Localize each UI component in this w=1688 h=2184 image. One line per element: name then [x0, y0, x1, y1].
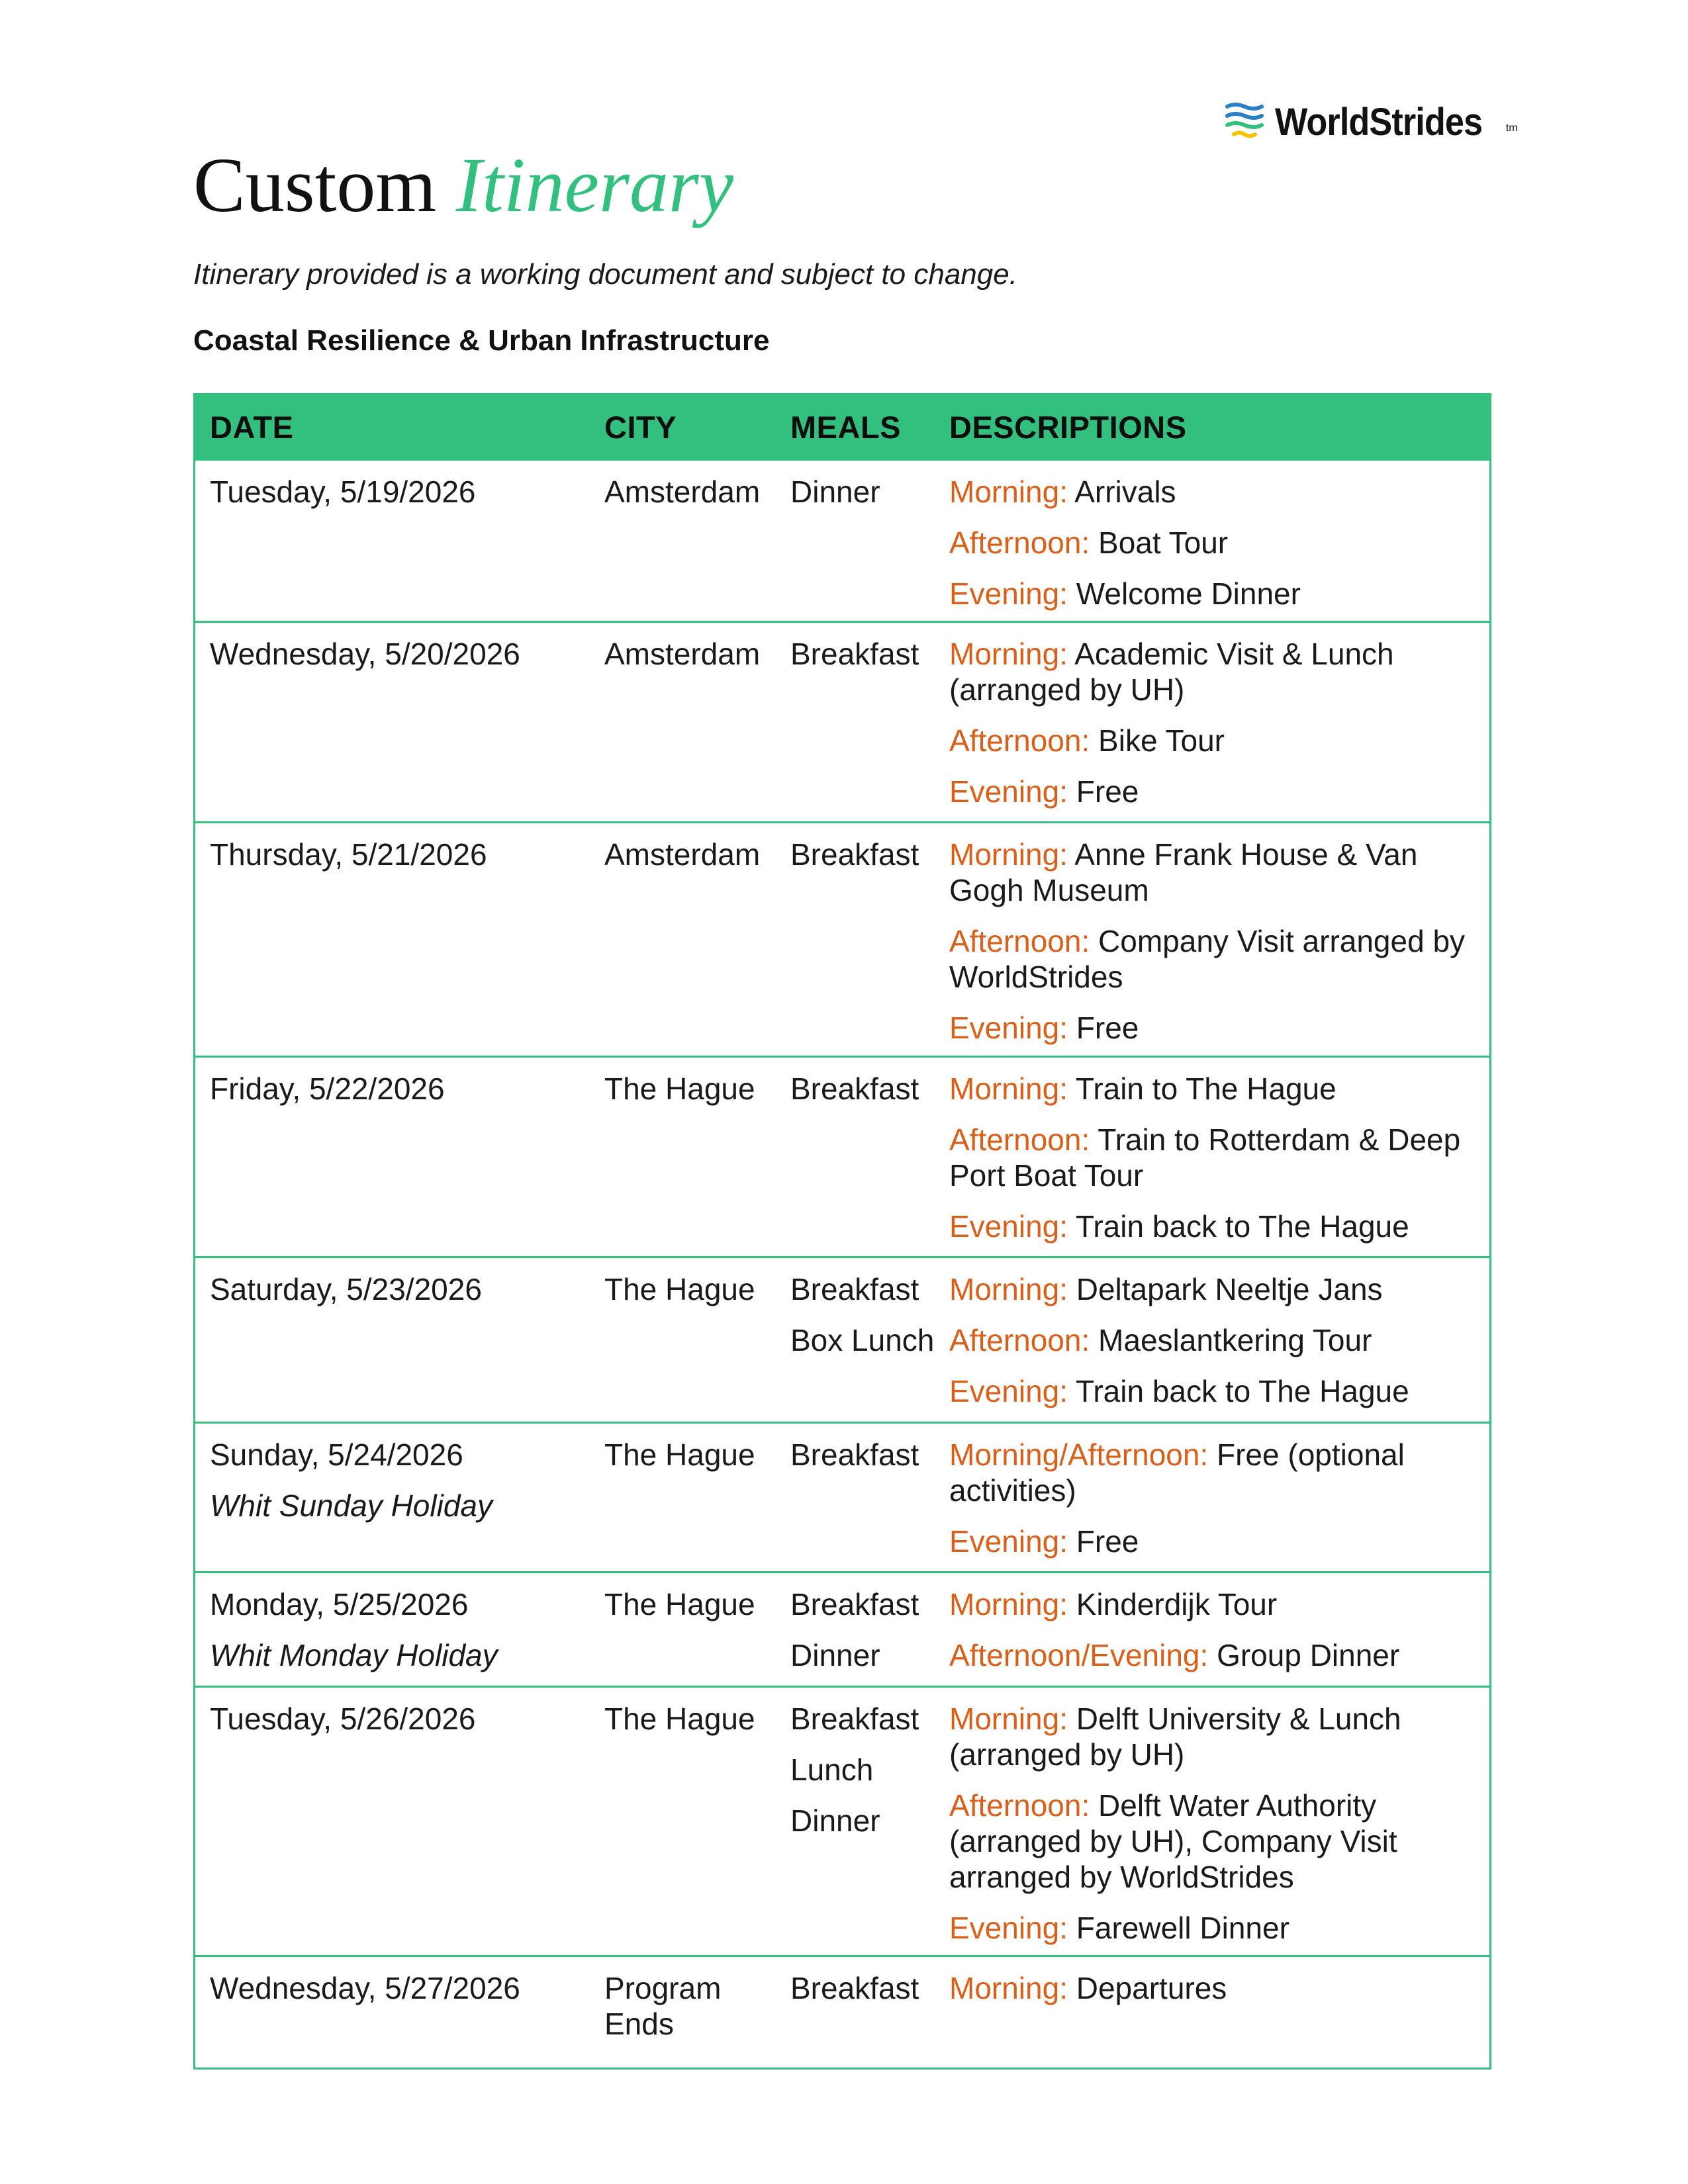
description-text: Delft University & Lunch (arranged by UH)	[949, 1702, 1401, 1772]
meal-item: Breakfast	[790, 637, 919, 671]
description-line	[949, 1701, 1470, 1772]
description-line	[949, 1010, 1470, 1046]
description-text: Free (optional activities)	[949, 1437, 1405, 1508]
meals-cell	[790, 1957, 949, 2068]
description-text: Academic Visit & Lunch (arranged by UH)	[949, 637, 1394, 707]
description-line	[949, 1586, 1470, 1622]
description-text: Train back to The Hague	[1075, 1209, 1409, 1244]
logo-trademark: tm	[1505, 122, 1518, 134]
meal-item: Dinner	[790, 475, 880, 509]
time-of-day-label: Morning:	[949, 1702, 1068, 1736]
holiday-text: Whit Sunday Holiday	[210, 1488, 492, 1523]
city-cell	[604, 1424, 790, 1571]
description-text: Free	[1076, 774, 1139, 809]
holiday-text: Whit Monday Holiday	[210, 1638, 498, 1672]
city-text: The Hague	[604, 1272, 755, 1306]
descriptions-cell	[949, 1424, 1489, 1571]
table-row	[195, 1571, 1489, 1686]
description-text: Boat Tour	[1098, 525, 1229, 560]
header-date: DATE	[210, 409, 294, 445]
date-cell	[195, 1058, 604, 1256]
time-of-day-label: Morning:	[949, 1272, 1068, 1306]
title-main: Custom	[193, 142, 437, 228]
table-row	[195, 1955, 1489, 2068]
description-text: Free	[1076, 1011, 1139, 1045]
date-text: Wednesday, 5/27/2026	[210, 1971, 520, 2005]
date-cell	[195, 1258, 604, 1422]
city-text: Amsterdam	[604, 637, 761, 671]
table-row	[195, 1686, 1489, 1955]
worldstrides-logo	[1225, 98, 1518, 146]
descriptions-cell	[949, 461, 1489, 621]
city-text: Amsterdam	[604, 837, 761, 872]
city-text: The Hague	[604, 1587, 755, 1621]
description-line	[949, 1322, 1470, 1358]
itinerary-table	[193, 393, 1491, 2070]
meals-cell	[790, 823, 949, 1056]
logo-text: WorldStrides	[1275, 100, 1483, 144]
date-cell	[195, 461, 604, 621]
descriptions-cell	[949, 1957, 1489, 2068]
descriptions-cell	[949, 1058, 1489, 1256]
city-cell	[604, 823, 790, 1056]
time-of-day-label: Afternoon:	[949, 1323, 1090, 1357]
time-of-day-label: Afternoon:	[949, 525, 1090, 560]
city-text: The Hague	[604, 1071, 755, 1106]
meal-item: Breakfast	[790, 1702, 919, 1736]
description-line	[949, 837, 1470, 908]
time-of-day-label: Evening:	[949, 1524, 1068, 1559]
description-text: Train to Rotterdam & Deep Port Boat Tour	[949, 1122, 1461, 1193]
description-line	[949, 525, 1470, 561]
city-cell	[604, 1957, 790, 2068]
city-text: The Hague	[604, 1437, 755, 1472]
date-text: Saturday, 5/23/2026	[210, 1272, 482, 1306]
descriptions-cell	[949, 623, 1489, 821]
description-line	[949, 1970, 1470, 2006]
table-row	[195, 621, 1489, 821]
meals-cell	[790, 1424, 949, 1571]
header-meals: MEALS	[790, 409, 901, 445]
worldstrides-logo-mark-icon	[1225, 100, 1264, 144]
time-of-day-label: Morning:	[949, 1071, 1068, 1106]
time-of-day-label: Morning:	[949, 1971, 1068, 2005]
date-text: Tuesday, 5/19/2026	[210, 475, 476, 509]
table-row	[195, 821, 1489, 1056]
time-of-day-label: Morning/Afternoon:	[949, 1437, 1209, 1472]
meals-cell	[790, 461, 949, 621]
descriptions-cell	[949, 1573, 1489, 1686]
description-text: Maeslantkering Tour	[1098, 1323, 1372, 1357]
city-cell	[604, 1258, 790, 1422]
disclaimer: Itinerary provided is a working document and subject to change.	[193, 258, 1017, 291]
city-cell	[604, 1058, 790, 1256]
time-of-day-label: Evening:	[949, 1209, 1068, 1244]
date-cell	[195, 1424, 604, 1571]
description-text: Train to The Hague	[1075, 1071, 1336, 1106]
date-cell	[195, 623, 604, 821]
meal-item: Breakfast	[790, 1587, 919, 1621]
table-body	[195, 459, 1489, 2068]
time-of-day-label: Afternoon:	[949, 1788, 1090, 1823]
city-text: Program Ends	[604, 1971, 722, 2041]
meals-cell	[790, 1258, 949, 1422]
descriptions-cell	[949, 823, 1489, 1056]
description-line	[949, 1910, 1470, 1946]
city-cell	[604, 461, 790, 621]
date-text: Sunday, 5/24/2026	[210, 1437, 463, 1472]
description-line	[949, 576, 1470, 612]
time-of-day-label: Afternoon/Evening:	[949, 1638, 1209, 1672]
meal-item: Breakfast	[790, 1437, 919, 1472]
time-of-day-label: Morning:	[949, 475, 1068, 509]
time-of-day-label: Evening:	[949, 576, 1068, 611]
city-cell	[604, 1573, 790, 1686]
description-line	[949, 1122, 1470, 1193]
meals-cell	[790, 1573, 949, 1686]
date-text: Thursday, 5/21/2026	[210, 837, 487, 872]
date-text: Tuesday, 5/26/2026	[210, 1702, 476, 1736]
time-of-day-label: Morning:	[949, 837, 1068, 872]
table-row	[195, 1256, 1489, 1422]
date-cell	[195, 1573, 604, 1686]
program-title: Coastal Resilience & Urban Infrastructure	[193, 324, 770, 357]
description-text: Deltapark Neeltje Jans	[1076, 1272, 1383, 1306]
time-of-day-label: Evening:	[949, 774, 1068, 809]
meal-item: Breakfast	[790, 1071, 919, 1106]
description-line	[949, 1373, 1470, 1409]
description-text: Group Dinner	[1217, 1638, 1400, 1672]
description-text: Welcome Dinner	[1076, 576, 1301, 611]
description-line	[949, 1271, 1470, 1307]
meal-item: Breakfast	[790, 1272, 919, 1306]
table-header	[195, 395, 1489, 459]
date-cell	[195, 823, 604, 1056]
meal-item: Box Lunch	[790, 1323, 935, 1357]
time-of-day-label: Evening:	[949, 1011, 1068, 1045]
description-text: Bike Tour	[1098, 723, 1225, 758]
descriptions-cell	[949, 1688, 1489, 1955]
description-text: Company Visit arranged by WorldStrides	[949, 924, 1466, 994]
time-of-day-label: Morning:	[949, 1587, 1068, 1621]
description-line	[949, 923, 1470, 995]
description-line	[949, 774, 1470, 809]
header-city: CITY	[604, 409, 677, 445]
description-line	[949, 1524, 1470, 1559]
date-cell	[195, 1688, 604, 1955]
time-of-day-label: Afternoon:	[949, 723, 1090, 758]
description-text: Farewell Dinner	[1076, 1911, 1289, 1945]
page-title	[193, 139, 733, 232]
meal-item: Dinner	[790, 1803, 880, 1838]
city-text: Amsterdam	[604, 475, 761, 509]
table-row	[195, 1056, 1489, 1256]
meal-item: Lunch	[790, 1752, 874, 1787]
description-text: Free	[1076, 1524, 1139, 1559]
meal-item: Breakfast	[790, 837, 919, 872]
time-of-day-label: Afternoon:	[949, 924, 1090, 958]
meals-cell	[790, 1688, 949, 1955]
table-row	[195, 459, 1489, 621]
description-line	[949, 1788, 1470, 1895]
table-row	[195, 1422, 1489, 1571]
city-cell	[604, 623, 790, 821]
header-descriptions: DESCRIPTIONS	[949, 409, 1187, 445]
descriptions-cell	[949, 1258, 1489, 1422]
description-text: Kinderdijk Tour	[1076, 1587, 1278, 1621]
description-text: Departures	[1076, 1971, 1227, 2005]
description-text: Delft Water Authority (arranged by UH), Company Visit arranged by WorldStrides	[949, 1788, 1397, 1894]
description-text: Anne Frank House & Van Gogh Museum	[949, 837, 1418, 907]
date-text: Monday, 5/25/2026	[210, 1587, 469, 1621]
time-of-day-label: Evening:	[949, 1374, 1068, 1408]
description-line	[949, 723, 1470, 758]
meal-item: Dinner	[790, 1638, 880, 1672]
meal-item: Breakfast	[790, 1971, 919, 2005]
description-line	[949, 1637, 1470, 1673]
description-line	[949, 1208, 1470, 1244]
description-line	[949, 1071, 1470, 1107]
meals-cell	[790, 1058, 949, 1256]
description-text: Train back to The Hague	[1075, 1374, 1409, 1408]
city-cell	[604, 1688, 790, 1955]
time-of-day-label: Afternoon:	[949, 1122, 1090, 1157]
date-text: Wednesday, 5/20/2026	[210, 637, 520, 671]
description-text: Arrivals	[1074, 475, 1176, 509]
meals-cell	[790, 623, 949, 821]
description-line	[949, 636, 1470, 707]
time-of-day-label: Evening:	[949, 1911, 1068, 1945]
description-line	[949, 1437, 1470, 1508]
title-accent: Itinerary	[455, 142, 734, 228]
description-line	[949, 474, 1470, 510]
time-of-day-label: Morning:	[949, 637, 1068, 671]
date-cell	[195, 1957, 604, 2068]
date-text: Friday, 5/22/2026	[210, 1071, 445, 1106]
city-text: The Hague	[604, 1702, 755, 1736]
